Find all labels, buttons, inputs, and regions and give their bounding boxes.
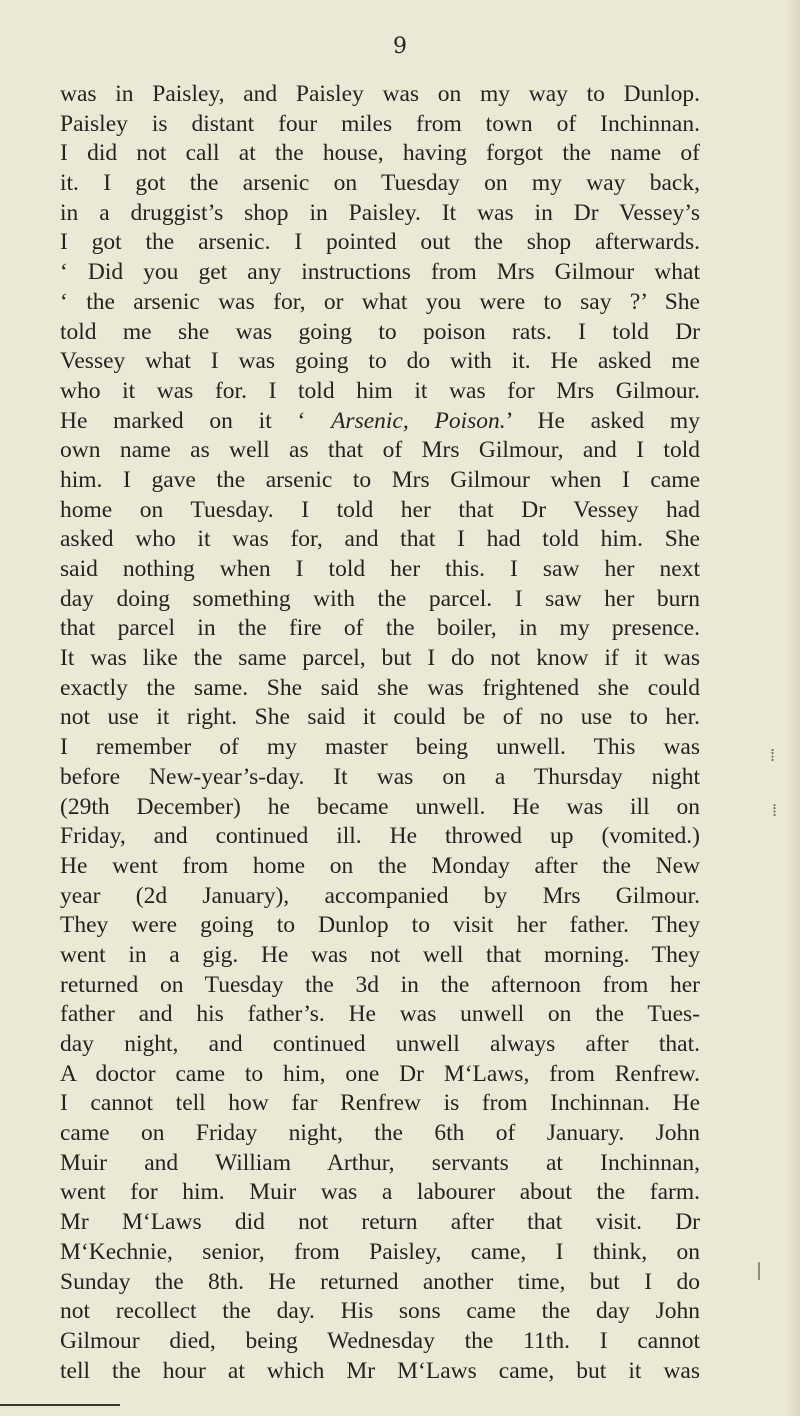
text-line: asked who it was for, and that I had told him. She — [60, 526, 700, 553]
text-line: not use it right. She said it could be of no use to her. — [60, 704, 700, 731]
margin-pencil-mark: ⁞ — [770, 745, 776, 766]
text-line: home on Tuesday. I told her that Dr Vessey had — [60, 496, 700, 523]
text-line: He went from home on the Monday after the New — [60, 852, 700, 879]
text-line: I got the arsenic. I pointed out the shop afterwards. — [60, 229, 700, 256]
text-line: M‘Kechnie, senior, from Paisley, came, I think, on — [60, 1238, 700, 1265]
text-line: father and his father’s. He was unwell on the Tues- — [60, 1001, 700, 1028]
text-line: before New-year’s-day. It was on a Thursday night — [60, 763, 700, 790]
text-line: He marked on it ‘ Arsenic, Poison.’ He asked my — [60, 407, 700, 434]
margin-pencil-mark: | — [756, 1260, 763, 1281]
text-line: it. I got the arsenic on Tuesday on my way back, — [60, 170, 700, 197]
text-line: tell the hour at which Mr M‘Laws came, but it was — [60, 1357, 700, 1384]
text-line: day doing something with the parcel. I saw her burn — [60, 585, 700, 612]
text-line: not recollect the day. His sons came the day John — [60, 1298, 700, 1325]
text-line: Vessey what I was going to do with it. He asked me — [60, 348, 700, 375]
text-line: ‘ Did you get any instructions from Mrs Gilmour what — [60, 259, 700, 286]
margin-pencil-mark: ⁞ — [772, 800, 778, 821]
text-line: It was like the same parcel, but I do not know if it was — [60, 645, 700, 672]
text-line: A doctor came to him, one Dr M‘Laws, from Renfrew. — [60, 1060, 700, 1087]
text-line: ‘ the arsenic was for, or what you were to say ?’ She — [60, 288, 700, 315]
body-text — [60, 80, 700, 1386]
text-line: Paisley is distant four miles from town of Inchinnan. — [60, 110, 700, 137]
text-line: in a druggist’s shop in Paisley. It was in Dr Vessey’s — [60, 199, 700, 226]
text-line: Muir and William Arthur, servants at Inchinnan, — [60, 1149, 700, 1176]
text-line: said nothing when I told her this. I saw her next — [60, 556, 700, 582]
text-line: I did not call at the house, having forgot the name of — [60, 140, 700, 167]
text-line: Gilmour died, being Wednesday the 11th. I cannot — [60, 1327, 700, 1354]
text-line: that parcel in the fire of the boiler, in my presence. — [60, 615, 700, 642]
text-line: Mr M‘Laws did not return after that visit. Dr — [60, 1209, 700, 1236]
text-line: Sunday the 8th. He returned another time, but I do — [60, 1268, 700, 1295]
text-line: told me she was going to poison rats. I told Dr — [60, 318, 700, 345]
text-line: I remember of my master being unwell. This was — [60, 734, 700, 761]
text-line: exactly the same. She said she was frightened she could — [60, 674, 700, 701]
text-line: year (2d January), accompanied by Mrs Gilmour. — [60, 882, 700, 909]
text-line: They were going to Dunlop to visit her father. They — [60, 912, 700, 939]
text-line: him. I gave the arsenic to Mrs Gilmour when I came — [60, 466, 700, 493]
text-line: Friday, and continued ill. He throwed up (vomited.) — [60, 823, 700, 850]
text-line: was in Paisley, and Paisley was on my way to Dunlop. — [60, 81, 700, 107]
italic-text: Arsenic, Poison. — [331, 407, 506, 434]
text-line: own name as well as that of Mrs Gilmour, and I told — [60, 437, 700, 464]
text-line: I cannot tell how far Renfrew is from Inchinnan. He — [60, 1090, 700, 1117]
page-number: 9 — [393, 34, 407, 59]
text-line: came on Friday night, the 6th of January. John — [60, 1120, 700, 1147]
text-line: day night, and continued unwell always after that. — [60, 1031, 700, 1057]
text-line: went in a gig. He was not well that morning. They — [60, 941, 700, 968]
bottom-rule — [0, 1404, 120, 1406]
text-line: (29th December) he became unwell. He was ill on — [60, 793, 700, 820]
text-line: returned on Tuesday the 3d in the afternoon from her — [60, 971, 700, 998]
page-edge-shadow — [786, 0, 800, 1416]
text-line: who it was for. I told him it was for Mrs Gilmour. — [60, 377, 700, 404]
text-line: went for him. Muir was a labourer about the farm. — [60, 1179, 700, 1206]
